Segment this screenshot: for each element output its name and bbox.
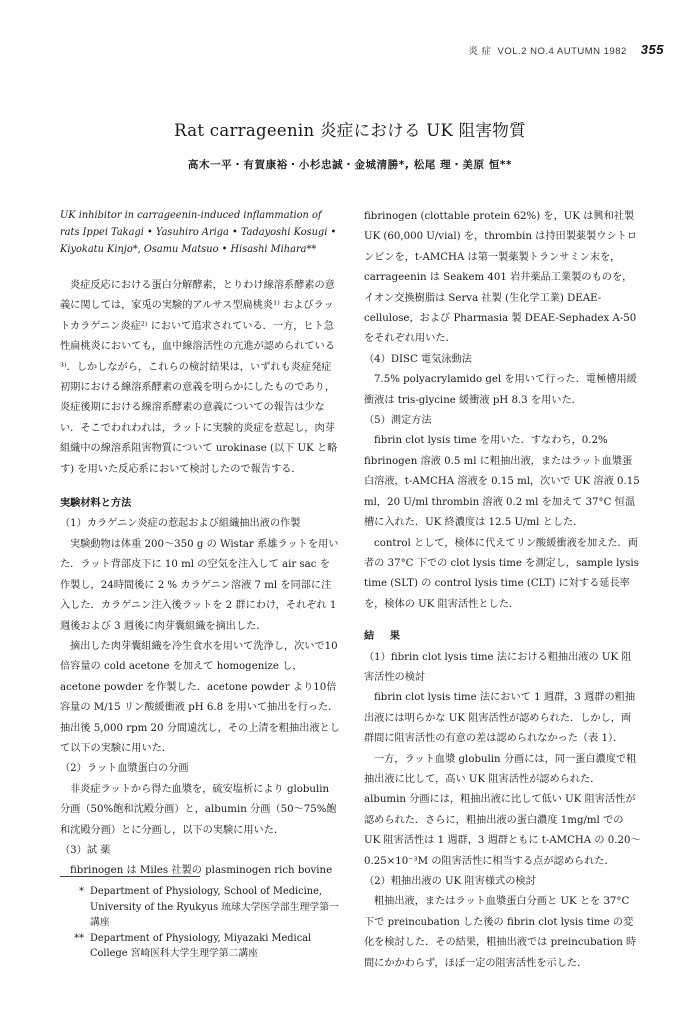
footnote xyxy=(60,884,340,931)
footnote xyxy=(60,931,340,962)
method-4-paragraph: 7.5% polyacrylamido gel を用いて行った．電極槽用緩衝液は tris-glycine 緩衝液 pH 8.3 を用いた． xyxy=(364,374,637,406)
method-5-paragraph: fibrin clot lysis time を用いた．すなわち，0.2% fibrinogen 溶液 0.5 ml に粗抽出液，またはラット血漿蛋白溶液，t-AMCHA 溶液を 0.15 ml，次いで UK 溶液 0.15 ml，20 U/ml thrombin 溶液 0.2 ml を加えて 37°C 恒温槽に入れた．UK 終濃度は 12.5 U/ml とした． xyxy=(364,435,640,529)
footnote-divider xyxy=(60,876,200,877)
result-2-title: （2）粗抽出液の UK 阻害様式の検討 xyxy=(364,876,536,887)
right-column xyxy=(364,207,641,974)
method-1-paragraph: 実験動物は体重 200～350 g の Wistar 系雄ラットを用いた．ラット背部皮下に 10 ml の空気を注入して air sac を作製し，24時間後に 2 % カラゲニン溶液 7 ml を同部に注入した．カラゲニン注入後ラットを 2 群にわけ，それぞれ 1 週後および 3 週後に肉芽囊組織を摘出した． xyxy=(60,538,339,632)
method-4-title: （4）DISC 電気泳動法 xyxy=(364,353,472,365)
result-1-paragraph-2: 一方，ラット血漿 globulin 分画には，同一蛋白濃度で粗抽出液に比して，高い UK 阻害活性が認められた．albumin 分画には，粗抽出液に比して低い UK 阻害活性が認められた．さらに，粗抽出液の蛋白濃度 1mg/ml での UK 阻害活性は 1 週群，3 週群ともに t-AMCHA の 0.20～0.25×10⁻³M の阻害活性に相当する点が認められた． xyxy=(364,753,641,867)
footnote-text: Department of Physiology, School of Medicine, University of the Ryukyus 琉球大学医学部生理学第一講座 xyxy=(90,886,339,928)
footnote-mark: ** xyxy=(74,932,84,944)
introduction-paragraph: 炎症反応における蛋白分解酵素，とりわけ線溶系酵素の意義に関しては，家兎の実験的アルサス型扁桃炎¹⁾ およびラットカラゲニン炎症²⁾ において追求されている．一方，ヒト急性扁桃炎においても，血中線溶活性の亢進が認められている³⁾．しかしながら，これらの検討結果は，いずれも炎症発症初期における線溶系酵素の意義を明らかにしたものであり，炎症後期における線溶系酵素の意義についての報告は少ない．そこでわれわれは，ラットに実験的炎症を惹起し，肉芽組織中の線溶系阻害物質について urokinase (以下 UK と略す) を用いた反応系において検討したので報告する． xyxy=(60,280,338,475)
method-5-paragraph-2: control として，検体に代えてリン酸緩衝液を加えた．両者の 37°C 下での clot lysis time を測定し，sample lysis time (SLT) の control lysis time (CLT) に対する延長率を，検体の UK 阻害活性とした． xyxy=(364,537,639,610)
method-2-title: （2）ラット血漿蛋白の分画 xyxy=(60,763,189,775)
method-5-title: （5）測定方法 xyxy=(364,415,432,427)
footnotes xyxy=(60,884,340,962)
results-heading: 結 果 xyxy=(364,631,406,643)
author-list: 高木一平・有賀康裕・小杉忠誠・金城清勝*, 松尾 理・美原 恒** xyxy=(187,159,513,171)
english-title-and-authors: UK inhibitor in carrageenin-induced inflammation of rats Ippei Takagi • Yasuhiro Ariga • Tadayoshi Kosugi • Kiyokatu Kinjo*, Osamu Matsuo • Hisashi Mihara** xyxy=(60,210,337,255)
method-3-title: （3）試 薬 xyxy=(60,844,111,856)
left-column xyxy=(60,207,340,882)
result-1-paragraph: fibrin clot lysis time 法において 1 週群，3 週群の粗抽出液には明らかな UK 阻害活性が認められた．しかし，両群間に阻害活性の有意の差は認められなかった（表 1）． xyxy=(364,692,636,745)
article-title: Rat carrageenin 炎症における UK 阻害物質 xyxy=(174,121,526,140)
method-1-paragraph-2: 摘出した肉芽囊組織を冷生食水を用いて洗浄し，次いで10倍容量の cold acetone を加えて homogenize し，acetone powder を作製した．acetone powder より10倍容量の M/15 リン酸緩衝液 pH 6.8 を用いて抽出を行った．抽出後 5,000 rpm 20 分間遠沈し，その上清を粗抽出液として以下の実験に用いた． xyxy=(60,640,340,754)
running-head xyxy=(468,42,664,57)
result-2-paragraph: 粗抽出液，またはラット血漿蛋白分画と UK とを 37°C 下で preincubation した後の fibrin clot lysis time の変化を検討した．その結果，粗抽出液では preincubation 時間にかかわらず，ほぼ一定の阻害活性を示した． xyxy=(364,896,637,969)
reagents-paragraph: fibrinogen (clottable protein 62%) を，UK は興和社製 UK (60,000 U/vial) を，thrombin は持田製薬製ウシトロンビンを，t-AMCHA は第一製薬製トランサミン末を，carrageenin は Seakem 401 岩井薬品工業製のものを，イオン交換樹脂は Serva 社製 (生化学工業) DEAE-cellulose，および Pharmasia 製 DEAE-Sephadex A-50 をそれぞれ用いた． xyxy=(364,211,638,345)
methods-heading: 実験材料と方法 xyxy=(60,498,132,510)
footnote-text: Department of Physiology, Miyazaki Medical College 宮崎医科大学生理学第二講座 xyxy=(90,932,312,959)
page-number: 355 xyxy=(640,42,664,57)
method-1-title: （1）カラゲニン炎症の惹起および組織抽出液の作製 xyxy=(60,518,301,530)
volume-issue: VOL.2 NO.4 AUTUMN 1982 xyxy=(497,46,627,57)
footnote-mark: * xyxy=(79,886,84,897)
method-2-paragraph: 非炎症ラットから得た血漿を，硫安塩析により globulin 分画（50%飽和沈殿分画）と，albumin 分画（50～75%飽和沈殿分画）とに分画し，以下の実験に用いた． xyxy=(60,783,337,836)
result-1-title: （1）fibrin clot lysis time 法における粗抽出液の UK 阻害活性の検討 xyxy=(364,651,632,683)
journal-name: 炎 症 xyxy=(468,46,492,57)
method-3-paragraph: fibrinogen は Miles 社製の plasminogen rich bovine xyxy=(70,865,333,877)
